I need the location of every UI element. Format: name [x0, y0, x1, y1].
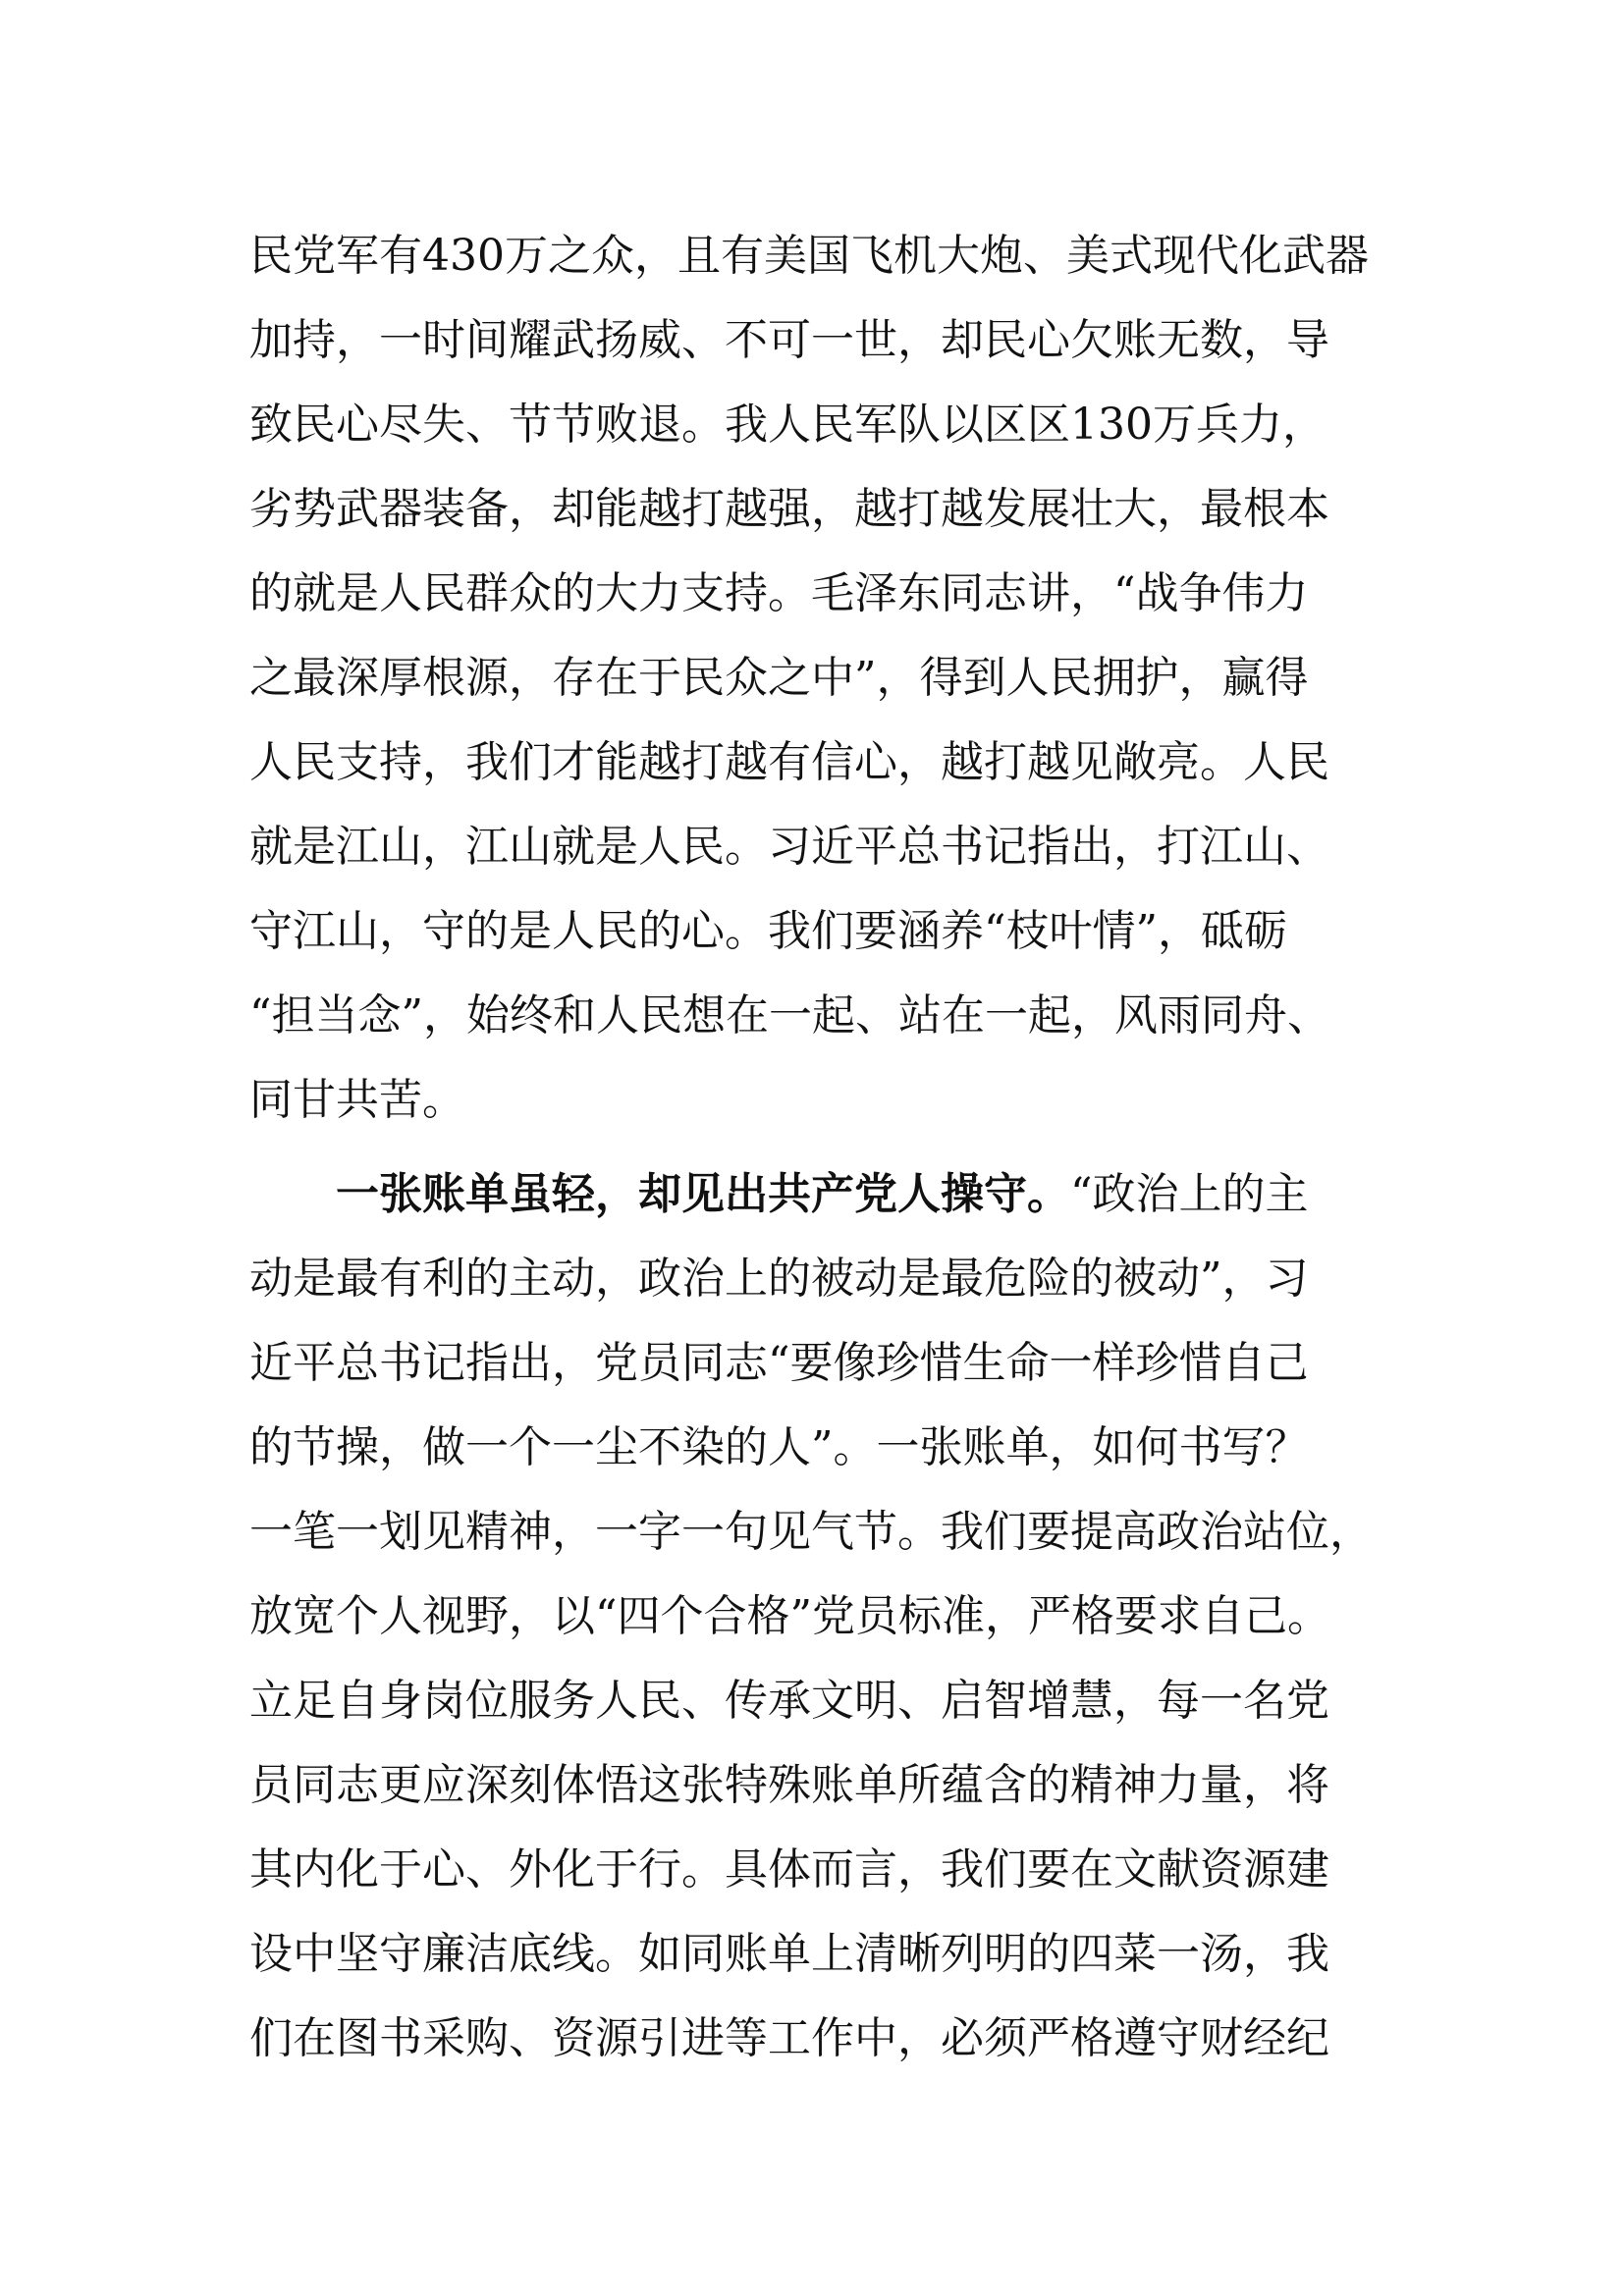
body-text-line: 近平总书记指出，党员同志“要像珍惜生命一样珍惜自己	[249, 1338, 1309, 1388]
body-text-line: 立足自身岗位服务人民、传承文明、启智增慧，每一名党	[249, 1676, 1329, 1726]
body-text-line: 设中坚守廉洁底线。如同账单上清晰列明的四菜一汤，我	[249, 1929, 1329, 1979]
body-text-line: 就是江山，江山就是人民。习近平总书记指出，打江山、	[249, 822, 1329, 872]
body-text-line: 其内化于心、外化于行。具体而言，我们要在文献资源建	[249, 1844, 1329, 1895]
body-text-line: 一笔一划见精神，一字一句见气节。我们要提高政治站位，	[249, 1507, 1373, 1557]
body-text-line: 致民心尽失、节节败退。我人民军队以区区130万兵力，	[249, 400, 1326, 450]
body-text-line: 们在图书采购、资源引进等工作中，必须严格遵守财经纪	[249, 2013, 1329, 2063]
body-text-line: 劣势武器装备，却能越打越强，越打越发展壮大，最根本	[249, 484, 1329, 534]
body-text-line: “担当念”，始终和人民想在一起、站在一起，风雨同舟、	[249, 990, 1330, 1041]
body-text-line: 的就是人民群众的大力支持。毛泽东同志讲，“战争伟力	[249, 568, 1309, 618]
paragraph-lead-text: “政治上的主	[1070, 1169, 1309, 1219]
body-text-line: 同甘共苦。	[249, 1075, 465, 1125]
body-text-line: 之最深厚根源，存在于民众之中”，得到人民拥护，赢得	[249, 653, 1309, 703]
body-text-line: 的节操，做一个一尘不染的人”。一张账单，如何书写？	[249, 1422, 1309, 1472]
body-text-line: 人民支持，我们才能越打越有信心，越打越见敞亮。人民	[249, 737, 1329, 787]
body-text-line: 放宽个人视野，以“四个合格”党员标准，严格要求自己。	[249, 1591, 1330, 1641]
paragraph-first-line	[336, 1152, 1475, 1237]
body-text-line: 加持，一时间耀武扬威、不可一世，却民心欠账无数，导	[249, 315, 1329, 365]
body-text-line: 民党军有430万之众，且有美国飞机大炮、美式现代化武器	[249, 231, 1369, 281]
body-text-line: 员同志更应深刻体悟这张特殊账单所蕴含的精神力量，将	[249, 1760, 1329, 1810]
body-text-line: 动是最有利的主动，政治上的被动是最危险的被动”，习	[249, 1254, 1309, 1304]
paragraph-heading: 一张账单虽轻，却见出共产党人操守。	[336, 1169, 1070, 1219]
body-text-line: 守江山，守的是人民的心。我们要涵养“枝叶情”，砥砺	[249, 906, 1287, 956]
